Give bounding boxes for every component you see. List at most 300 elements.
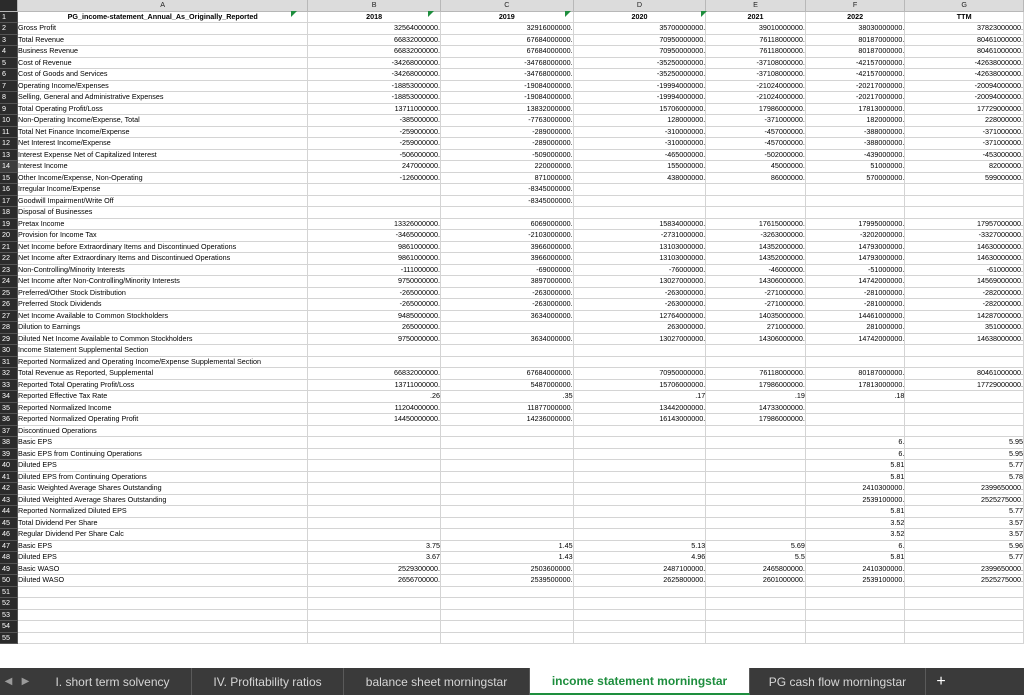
cell-A[interactable]: Basic EPS — [18, 540, 308, 552]
cell-A[interactable]: Total Net Finance Income/Expense — [18, 126, 308, 138]
row-header[interactable]: 23 — [0, 264, 18, 276]
row-header[interactable]: 16 — [0, 184, 18, 196]
cell-E[interactable]: -3263000000. — [706, 230, 806, 242]
row-header[interactable]: 3 — [0, 34, 18, 46]
cell-E[interactable] — [706, 448, 806, 460]
row-header[interactable]: 49 — [0, 563, 18, 575]
cell-F[interactable]: 2022 — [805, 11, 905, 23]
cell-E[interactable] — [706, 632, 806, 644]
row-header[interactable]: 36 — [0, 414, 18, 426]
cell-E[interactable]: -21024000000. — [706, 80, 806, 92]
cell-A[interactable]: Non-Operating Income/Expense, Total — [18, 115, 308, 127]
cell-B[interactable]: 9485000000. — [308, 310, 441, 322]
column-header-E[interactable]: E — [706, 0, 806, 11]
cell-F[interactable]: -281000000. — [805, 299, 905, 311]
cell-D[interactable]: 2487100000. — [573, 563, 706, 575]
cell-B[interactable] — [308, 460, 441, 472]
cell-B[interactable] — [308, 506, 441, 518]
cell-A[interactable]: Basic EPS — [18, 437, 308, 449]
cell-F[interactable]: 2410300000. — [805, 483, 905, 495]
cell-F[interactable]: 6. — [805, 448, 905, 460]
cell-A[interactable] — [18, 621, 308, 633]
cell-C[interactable] — [441, 471, 574, 483]
cell-A[interactable]: Goodwill Impairment/Write Off — [18, 195, 308, 207]
cell-C[interactable]: 1.45 — [441, 540, 574, 552]
cell-C[interactable]: -69000000. — [441, 264, 574, 276]
cell-E[interactable]: 2021 — [706, 11, 806, 23]
cell-D[interactable] — [573, 506, 706, 518]
cell-F[interactable] — [805, 598, 905, 610]
cell-E[interactable]: 2465800000. — [706, 563, 806, 575]
cell-D[interactable]: 4.96 — [573, 552, 706, 564]
cell-B[interactable]: 3.75 — [308, 540, 441, 552]
cell-F[interactable]: 17995000000. — [805, 218, 905, 230]
cell-C[interactable]: 3966000000. — [441, 241, 574, 253]
cell-A[interactable]: Net Income after Non-Controlling/Minority Interests — [18, 276, 308, 288]
cell-A[interactable]: Reported Normalized Diluted EPS — [18, 506, 308, 518]
cell-D[interactable]: 13103000000. — [573, 241, 706, 253]
cell-C[interactable]: -509000000. — [441, 149, 574, 161]
cell-F[interactable]: 17813000000. — [805, 379, 905, 391]
cell-A[interactable]: Preferred Stock Dividends — [18, 299, 308, 311]
cell-C[interactable]: -19084000000. — [441, 80, 574, 92]
row-header[interactable]: 6 — [0, 69, 18, 81]
row-header[interactable]: 18 — [0, 207, 18, 219]
cell-G[interactable]: 5.77 — [905, 460, 1024, 472]
cell-F[interactable]: -388000000. — [805, 126, 905, 138]
cell-D[interactable] — [573, 632, 706, 644]
cell-A[interactable]: Total Revenue as Reported, Supplemental — [18, 368, 308, 380]
cell-E[interactable]: 14352000000. — [706, 241, 806, 253]
row-header[interactable]: 17 — [0, 195, 18, 207]
column-header-D[interactable]: D — [573, 0, 706, 11]
cell-D[interactable] — [573, 184, 706, 196]
cell-G[interactable]: 3.57 — [905, 529, 1024, 541]
cell-D[interactable]: -19994000000. — [573, 92, 706, 104]
cell-C[interactable] — [441, 483, 574, 495]
cell-G[interactable]: 17957000000. — [905, 218, 1024, 230]
row-header[interactable]: 38 — [0, 437, 18, 449]
row-header[interactable]: 32 — [0, 368, 18, 380]
cell-G[interactable]: 5.95 — [905, 437, 1024, 449]
row-header[interactable]: 47 — [0, 540, 18, 552]
cell-C[interactable]: -263000000. — [441, 287, 574, 299]
cell-D[interactable]: 155000000. — [573, 161, 706, 173]
cell-A[interactable]: Disposal of Businesses — [18, 207, 308, 219]
cell-A[interactable]: Pretax Income — [18, 218, 308, 230]
cell-D[interactable]: 13027000000. — [573, 333, 706, 345]
cell-B[interactable] — [308, 471, 441, 483]
cell-E[interactable]: 2601000000. — [706, 575, 806, 587]
cell-B[interactable]: -506000000. — [308, 149, 441, 161]
cell-B[interactable] — [308, 345, 441, 357]
cell-A[interactable]: Interest Expense Net of Capitalized Interest — [18, 149, 308, 161]
cell-G[interactable] — [905, 207, 1024, 219]
cell-B[interactable] — [308, 632, 441, 644]
cell-C[interactable]: 1.43 — [441, 552, 574, 564]
cell-A[interactable]: Cost of Revenue — [18, 57, 308, 69]
cell-F[interactable]: 182000000. — [805, 115, 905, 127]
cell-B[interactable] — [308, 598, 441, 610]
row-header[interactable]: 27 — [0, 310, 18, 322]
cell-D[interactable]: -19994000000. — [573, 80, 706, 92]
column-header-F[interactable]: F — [805, 0, 905, 11]
row-header[interactable]: 5 — [0, 57, 18, 69]
cell-F[interactable]: 5.81 — [805, 552, 905, 564]
cell-B[interactable] — [308, 207, 441, 219]
cell-E[interactable] — [706, 207, 806, 219]
row-header[interactable]: 48 — [0, 552, 18, 564]
row-header[interactable]: 43 — [0, 494, 18, 506]
cell-D[interactable]: -76000000. — [573, 264, 706, 276]
row-header[interactable]: 35 — [0, 402, 18, 414]
cell-E[interactable]: 86000000. — [706, 172, 806, 184]
cell-C[interactable] — [441, 356, 574, 368]
cell-F[interactable]: 80187000000. — [805, 46, 905, 58]
cell-C[interactable] — [441, 322, 574, 334]
cell-F[interactable] — [805, 195, 905, 207]
cell-B[interactable]: 13711000000. — [308, 379, 441, 391]
row-header[interactable]: 39 — [0, 448, 18, 460]
cell-A[interactable]: Gross Profit — [18, 23, 308, 35]
cell-C[interactable]: 32916000000. — [441, 23, 574, 35]
cell-C[interactable]: 3966000000. — [441, 253, 574, 265]
cell-A[interactable]: Business Revenue — [18, 46, 308, 58]
cell-C[interactable]: -289000000. — [441, 138, 574, 150]
cell-G[interactable]: 5.96 — [905, 540, 1024, 552]
cell-D[interactable]: 16143000000. — [573, 414, 706, 426]
cell-B[interactable]: 3.67 — [308, 552, 441, 564]
cell-C[interactable]: 67684000000. — [441, 34, 574, 46]
cell-G[interactable]: TTM — [905, 11, 1024, 23]
cell-B[interactable]: 9861000000. — [308, 253, 441, 265]
cell-C[interactable]: 67684000000. — [441, 46, 574, 58]
cell-E[interactable]: -37108000000. — [706, 69, 806, 81]
cell-D[interactable]: 15834000000. — [573, 218, 706, 230]
cell-F[interactable]: 17813000000. — [805, 103, 905, 115]
cell-C[interactable]: 6069000000. — [441, 218, 574, 230]
cell-E[interactable] — [706, 356, 806, 368]
row-header[interactable]: 28 — [0, 322, 18, 334]
cell-C[interactable] — [441, 207, 574, 219]
row-header[interactable]: 54 — [0, 621, 18, 633]
row-header[interactable]: 10 — [0, 115, 18, 127]
cell-C[interactable]: -19084000000. — [441, 92, 574, 104]
cell-A[interactable]: PG_income-statement_Annual_As_Originally_Reported — [18, 11, 308, 23]
add-sheet-icon[interactable]: + — [936, 672, 946, 690]
cell-A[interactable]: Basic EPS from Continuing Operations — [18, 448, 308, 460]
cell-F[interactable]: 570000000. — [805, 172, 905, 184]
cell-F[interactable]: 3.52 — [805, 529, 905, 541]
cell-G[interactable]: 37823000000. — [905, 23, 1024, 35]
cell-G[interactable] — [905, 621, 1024, 633]
cell-E[interactable]: 5.69 — [706, 540, 806, 552]
cell-F[interactable]: 6. — [805, 437, 905, 449]
row-header[interactable]: 14 — [0, 161, 18, 173]
cell-F[interactable]: 2410300000. — [805, 563, 905, 575]
cell-A[interactable]: Net Interest Income/Expense — [18, 138, 308, 150]
cell-G[interactable] — [905, 425, 1024, 437]
cell-A[interactable]: Cost of Goods and Services — [18, 69, 308, 81]
cell-F[interactable]: 14461000000. — [805, 310, 905, 322]
cell-F[interactable] — [805, 356, 905, 368]
row-header[interactable]: 22 — [0, 253, 18, 265]
cell-A[interactable]: Discontinued Operations — [18, 425, 308, 437]
cell-E[interactable]: -37108000000. — [706, 57, 806, 69]
cell-F[interactable]: -42157000000. — [805, 57, 905, 69]
cell-A[interactable]: Interest Income — [18, 161, 308, 173]
cell-B[interactable] — [308, 195, 441, 207]
cell-F[interactable]: -3202000000. — [805, 230, 905, 242]
cell-G[interactable]: 14630000000. — [905, 253, 1024, 265]
cell-B[interactable] — [308, 483, 441, 495]
cell-B[interactable]: -34268000000. — [308, 69, 441, 81]
cell-C[interactable] — [441, 609, 574, 621]
cell-A[interactable]: Basic Weighted Average Shares Outstanding — [18, 483, 308, 495]
cell-F[interactable]: 2539100000. — [805, 494, 905, 506]
cell-D[interactable]: -2731000000. — [573, 230, 706, 242]
cell-D[interactable]: 128000000. — [573, 115, 706, 127]
row-header[interactable]: 12 — [0, 138, 18, 150]
cell-E[interactable]: .19 — [706, 391, 806, 403]
row-header[interactable]: 55 — [0, 632, 18, 644]
cell-D[interactable]: 263000000. — [573, 322, 706, 334]
cell-B[interactable] — [308, 437, 441, 449]
cell-G[interactable] — [905, 632, 1024, 644]
cell-B[interactable] — [308, 609, 441, 621]
cell-D[interactable] — [573, 598, 706, 610]
column-header-C[interactable]: C — [441, 0, 574, 11]
row-header[interactable]: 1 — [0, 11, 18, 23]
row-header[interactable]: 26 — [0, 299, 18, 311]
cell-B[interactable]: 66832000000. — [308, 368, 441, 380]
cell-D[interactable] — [573, 517, 706, 529]
cell-F[interactable]: 5.81 — [805, 506, 905, 518]
cell-E[interactable] — [706, 184, 806, 196]
cell-E[interactable] — [706, 460, 806, 472]
cell-D[interactable] — [573, 356, 706, 368]
cell-D[interactable]: -310000000. — [573, 126, 706, 138]
cell-C[interactable] — [441, 460, 574, 472]
chevron-right-icon[interactable]: ▶ — [21, 676, 30, 687]
cell-C[interactable] — [441, 506, 574, 518]
cell-B[interactable]: -111000000. — [308, 264, 441, 276]
cell-A[interactable]: Selling, General and Administrative Expenses — [18, 92, 308, 104]
row-header[interactable]: 53 — [0, 609, 18, 621]
cell-C[interactable] — [441, 345, 574, 357]
cell-F[interactable] — [805, 207, 905, 219]
cell-C[interactable] — [441, 448, 574, 460]
cell-G[interactable]: 14287000000. — [905, 310, 1024, 322]
cell-E[interactable]: 14733000000. — [706, 402, 806, 414]
cell-C[interactable] — [441, 598, 574, 610]
cell-E[interactable] — [706, 437, 806, 449]
cell-F[interactable]: -439000000. — [805, 149, 905, 161]
cell-G[interactable]: -371000000. — [905, 126, 1024, 138]
cell-G[interactable]: -61000000. — [905, 264, 1024, 276]
cell-A[interactable]: Net Income Available to Common Stockholders — [18, 310, 308, 322]
cell-F[interactable]: 2539100000. — [805, 575, 905, 587]
cell-F[interactable] — [805, 425, 905, 437]
cell-A[interactable]: Reported Normalized Operating Profit — [18, 414, 308, 426]
cell-B[interactable]: 13326000000. — [308, 218, 441, 230]
cell-B[interactable]: 265000000. — [308, 322, 441, 334]
cell-E[interactable]: 45000000. — [706, 161, 806, 173]
cell-G[interactable]: 14638000000. — [905, 333, 1024, 345]
row-header[interactable]: 8 — [0, 92, 18, 104]
cell-C[interactable]: -289000000. — [441, 126, 574, 138]
cell-G[interactable] — [905, 184, 1024, 196]
cell-C[interactable]: 2019 — [441, 11, 574, 23]
row-header[interactable]: 50 — [0, 575, 18, 587]
cell-A[interactable]: Diluted Weighted Average Shares Outstanding — [18, 494, 308, 506]
cell-B[interactable]: 66832000000. — [308, 46, 441, 58]
cell-E[interactable]: 76118000000. — [706, 368, 806, 380]
cell-G[interactable] — [905, 402, 1024, 414]
cell-E[interactable]: 14306000000. — [706, 276, 806, 288]
cell-C[interactable]: -8345000000. — [441, 184, 574, 196]
cell-E[interactable] — [706, 609, 806, 621]
cell-E[interactable]: -371000000. — [706, 115, 806, 127]
cell-C[interactable]: -7763000000. — [441, 115, 574, 127]
cell-B[interactable]: -259000000. — [308, 126, 441, 138]
cell-D[interactable] — [573, 448, 706, 460]
cell-A[interactable]: Non-Controlling/Minority Interests — [18, 264, 308, 276]
cell-D[interactable]: .17 — [573, 391, 706, 403]
cell-E[interactable]: 17986000000. — [706, 379, 806, 391]
cell-C[interactable]: 220000000. — [441, 161, 574, 173]
cell-G[interactable] — [905, 195, 1024, 207]
cell-A[interactable]: Reported Normalized Income — [18, 402, 308, 414]
row-header[interactable]: 37 — [0, 425, 18, 437]
cell-E[interactable]: -271000000. — [706, 287, 806, 299]
sheet-tab-profitability-ratios[interactable]: IV. Profitability ratios — [192, 668, 344, 695]
cell-F[interactable]: -281000000. — [805, 287, 905, 299]
cell-D[interactable] — [573, 621, 706, 633]
cell-G[interactable]: 5.78 — [905, 471, 1024, 483]
cell-F[interactable]: 14793000000. — [805, 241, 905, 253]
row-header[interactable]: 31 — [0, 356, 18, 368]
cell-B[interactable]: 247000000. — [308, 161, 441, 173]
cell-A[interactable]: Income Statement Supplemental Section — [18, 345, 308, 357]
cell-E[interactable]: -21024000000. — [706, 92, 806, 104]
cell-E[interactable] — [706, 425, 806, 437]
cell-B[interactable] — [308, 586, 441, 598]
cell-E[interactable] — [706, 483, 806, 495]
cell-F[interactable] — [805, 414, 905, 426]
cell-D[interactable]: -465000000. — [573, 149, 706, 161]
cell-G[interactable]: 5.77 — [905, 552, 1024, 564]
cell-A[interactable]: Preferred/Other Stock Distribution — [18, 287, 308, 299]
cell-F[interactable] — [805, 586, 905, 598]
cell-G[interactable]: 17729000000. — [905, 103, 1024, 115]
cell-D[interactable]: 70950000000. — [573, 34, 706, 46]
cell-C[interactable] — [441, 437, 574, 449]
cell-E[interactable]: 5.5 — [706, 552, 806, 564]
row-header[interactable]: 30 — [0, 345, 18, 357]
cell-B[interactable]: 14450000000. — [308, 414, 441, 426]
cell-C[interactable]: 3634000000. — [441, 333, 574, 345]
cell-D[interactable]: -263000000. — [573, 287, 706, 299]
cell-D[interactable] — [573, 609, 706, 621]
cell-A[interactable] — [18, 586, 308, 598]
cell-F[interactable]: 51000000. — [805, 161, 905, 173]
row-header[interactable]: 33 — [0, 379, 18, 391]
cell-C[interactable]: 67684000000. — [441, 368, 574, 380]
cell-B[interactable]: 2018 — [308, 11, 441, 23]
cell-C[interactable]: 14236000000. — [441, 414, 574, 426]
cell-D[interactable] — [573, 437, 706, 449]
cell-G[interactable]: 80461000000. — [905, 34, 1024, 46]
cell-C[interactable]: 871000000. — [441, 172, 574, 184]
cell-A[interactable]: Total Revenue — [18, 34, 308, 46]
cell-D[interactable]: 70950000000. — [573, 368, 706, 380]
row-header[interactable]: 40 — [0, 460, 18, 472]
row-header[interactable]: 41 — [0, 471, 18, 483]
chevron-left-icon[interactable]: ◀ — [4, 676, 13, 687]
row-header[interactable]: 15 — [0, 172, 18, 184]
cell-A[interactable] — [18, 598, 308, 610]
cell-E[interactable]: 17986000000. — [706, 414, 806, 426]
row-header[interactable]: 20 — [0, 230, 18, 242]
cell-A[interactable]: Diluted EPS — [18, 460, 308, 472]
cell-C[interactable] — [441, 494, 574, 506]
cell-G[interactable]: -20094000000. — [905, 80, 1024, 92]
row-header[interactable]: 46 — [0, 529, 18, 541]
cell-D[interactable]: 15706000000. — [573, 103, 706, 115]
cell-E[interactable] — [706, 195, 806, 207]
cell-A[interactable]: Diluted Net Income Available to Common Stockholders — [18, 333, 308, 345]
cell-C[interactable] — [441, 517, 574, 529]
cell-B[interactable] — [308, 184, 441, 196]
cell-F[interactable]: 3.52 — [805, 517, 905, 529]
cell-D[interactable]: -310000000. — [573, 138, 706, 150]
sheet-tab-cash-flow[interactable]: PG cash flow morningstar — [750, 668, 926, 695]
cell-G[interactable]: 228000000. — [905, 115, 1024, 127]
cell-G[interactable] — [905, 586, 1024, 598]
cell-A[interactable] — [18, 632, 308, 644]
cell-D[interactable] — [573, 494, 706, 506]
cell-G[interactable]: 17729000000. — [905, 379, 1024, 391]
cell-D[interactable]: -35250000000. — [573, 57, 706, 69]
cell-B[interactable]: -265000000. — [308, 299, 441, 311]
cell-D[interactable]: 13103000000. — [573, 253, 706, 265]
cell-E[interactable]: 39010000000. — [706, 23, 806, 35]
cell-A[interactable]: Other Income/Expense, Non-Operating — [18, 172, 308, 184]
cell-G[interactable]: 80461000000. — [905, 46, 1024, 58]
sheet-tab-short-term-solvency[interactable]: I. short term solvency — [34, 668, 192, 695]
cell-A[interactable]: Basic WASO — [18, 563, 308, 575]
cell-F[interactable]: 281000000. — [805, 322, 905, 334]
cell-G[interactable]: 3.57 — [905, 517, 1024, 529]
cell-F[interactable]: -42157000000. — [805, 69, 905, 81]
cell-B[interactable]: 11204000000. — [308, 402, 441, 414]
cell-G[interactable]: -42638000000. — [905, 69, 1024, 81]
cell-B[interactable]: 9750000000. — [308, 333, 441, 345]
cell-D[interactable] — [573, 207, 706, 219]
cell-C[interactable]: -2103000000. — [441, 230, 574, 242]
cell-E[interactable]: -457000000. — [706, 138, 806, 150]
cell-B[interactable] — [308, 529, 441, 541]
row-header[interactable]: 24 — [0, 276, 18, 288]
column-header-A[interactable]: A — [18, 0, 308, 11]
cell-C[interactable]: -34768000000. — [441, 57, 574, 69]
cell-D[interactable] — [573, 471, 706, 483]
cell-B[interactable] — [308, 448, 441, 460]
cell-F[interactable]: 5.81 — [805, 460, 905, 472]
column-header-B[interactable]: B — [308, 0, 441, 11]
cell-A[interactable]: Reported Total Operating Profit/Loss — [18, 379, 308, 391]
